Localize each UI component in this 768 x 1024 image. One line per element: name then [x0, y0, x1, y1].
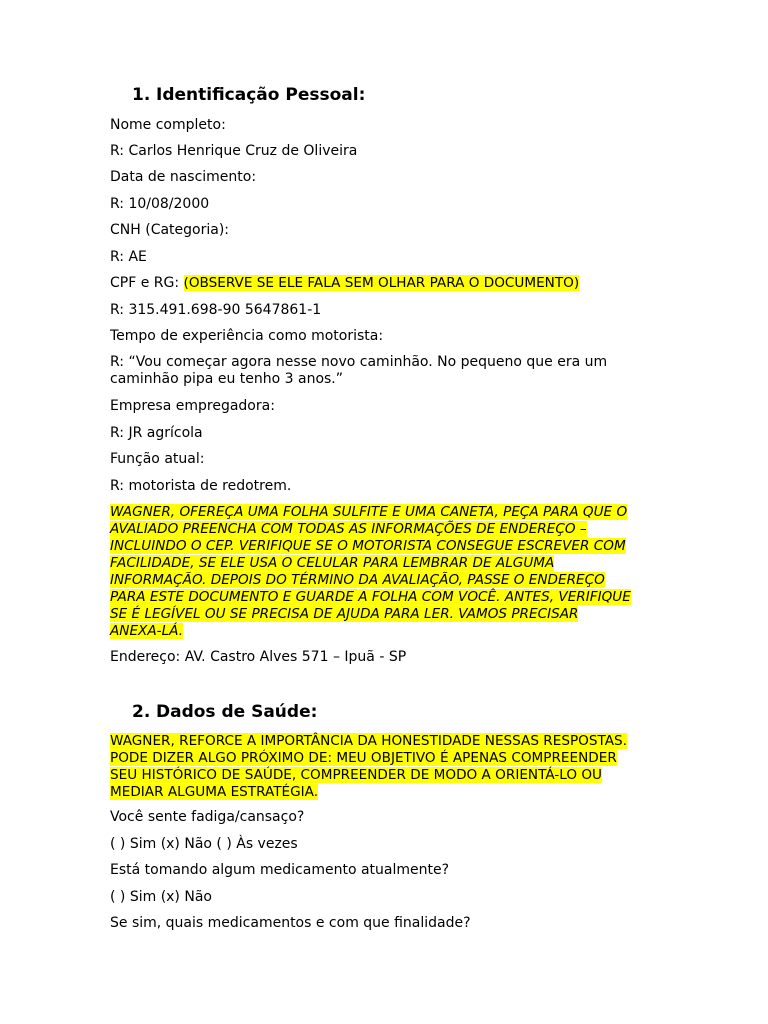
fadiga-question: Você sente fadiga/cansaço? [110, 809, 305, 825]
quais-medicamentos-question: Se sim, quais medicamentos e com que finalidade? [110, 915, 471, 931]
health-instruction-line: MEDIAR ALGUMA ESTRATÉGIA. [110, 784, 319, 800]
nome-label: Nome completo: [110, 117, 226, 133]
address-instruction-line: AVALIADO PREENCHA COM TODAS AS INFORMAÇÕES DE ENDEREÇO – [110, 521, 587, 537]
address-instruction-line: SE É LEGÍVEL OU SE PRECISA DE AJUDA PARA LER. VAMOS PRECISAR [110, 606, 579, 622]
section-2-title: Dados de Saúde: [156, 702, 318, 722]
section-1-number: 1. [132, 85, 151, 105]
empresa-answer: R: JR agrícola [110, 425, 203, 441]
address-instruction-line: ANEXA-LÁ. [110, 623, 184, 639]
section-1-title: Identificação Pessoal: [156, 85, 366, 105]
experiencia-answer-line-2: caminhão pipa eu tenho 3 anos.” [110, 371, 344, 387]
cnh-label: CNH (Categoria): [110, 222, 229, 238]
health-instruction-line: WAGNER, REFORCE A IMPORTÂNCIA DA HONESTIDADE NESSAS RESPOSTAS. [110, 733, 627, 749]
health-instruction-line: PODE DIZER ALGO PRÓXIMO DE: MEU OBJETIVO É APENAS COMPREENDER [110, 750, 617, 766]
endereco-line: Endereço: AV. Castro Alves 571 – Ipuã - SP [110, 649, 407, 665]
funcao-answer: R: motorista de redotrem. [110, 478, 292, 494]
section-2-number: 2. [132, 702, 151, 722]
experiencia-answer-line-1: R: “Vou começar agora nesse novo caminhão. No pequeno que era um [110, 354, 608, 370]
address-instruction-line: FACILIDADE, SE ELE USA O CELULAR PARA LEMBRAR DE ALGUMA [110, 555, 555, 571]
nome-answer: R: Carlos Henrique Cruz de Oliveira [110, 143, 358, 159]
cpf-answer: R: 315.491.698-90 5647861-1 [110, 302, 322, 318]
cpf-rg-line [110, 275, 579, 292]
medicamento-options: ( ) Sim (x) Não [110, 889, 212, 905]
address-instruction-line: INFORMAÇÃO. DEPOIS DO TÉRMINO DA AVALIAÇÃO, PASSE O ENDEREÇO [110, 572, 605, 588]
address-instruction-line: WAGNER, OFEREÇA UMA FOLHA SULFITE E UMA CANETA, PEÇA PARA QUE O [110, 504, 628, 520]
fadiga-options: ( ) Sim (x) Não ( ) Às vezes [110, 836, 298, 852]
medicamento-question: Está tomando algum medicamento atualmente? [110, 862, 450, 878]
address-instruction-line: PARA ESTE DOCUMENTO E GUARDE A FOLHA COM VOCÊ. ANTES, VERIFIQUE [110, 589, 631, 605]
section-1-heading [132, 85, 365, 105]
address-instruction-line: INCLUINDO O CEP. VERIFIQUE SE O MOTORISTA CONSEGUE ESCREVER COM [110, 538, 626, 554]
experiencia-label: Tempo de experiência como motorista: [110, 328, 384, 344]
empresa-label: Empresa empregadora: [110, 398, 275, 414]
health-instruction-line: SEU HISTÓRICO DE SAÚDE, COMPREENDER DE MODO A ORIENTÁ-LO OU [110, 767, 602, 783]
cpf-label: CPF e RG: [110, 275, 184, 291]
nascimento-answer: R: 10/08/2000 [110, 196, 210, 212]
cnh-answer: R: AE [110, 249, 147, 265]
funcao-label: Função atual: [110, 451, 205, 467]
nascimento-label: Data de nascimento: [110, 169, 257, 185]
section-2-heading [132, 702, 317, 722]
cpf-observation-note: (OBSERVE SE ELE FALA SEM OLHAR PARA O DOCUMENTO) [183, 275, 580, 291]
